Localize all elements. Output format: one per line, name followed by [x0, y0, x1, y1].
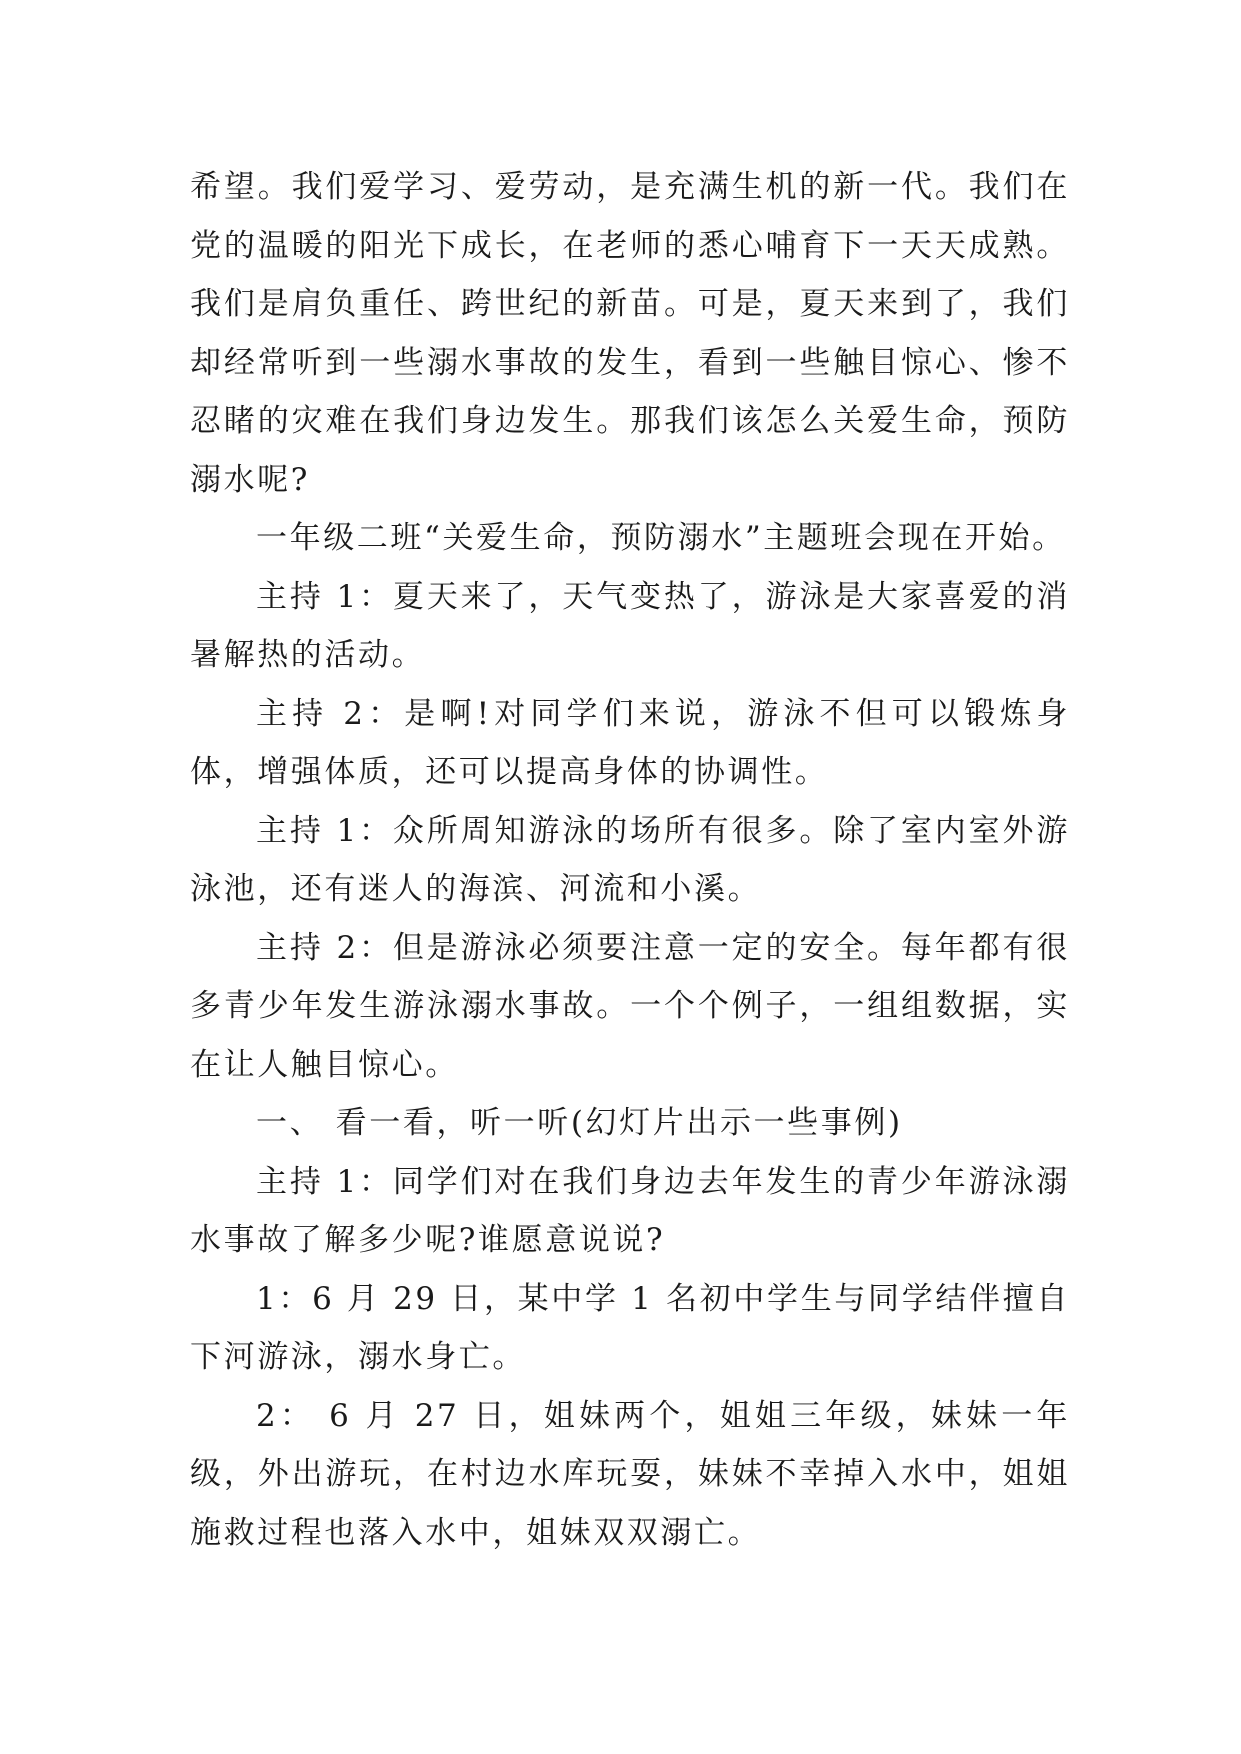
paragraph-host2-safety: 主持 2：但是游泳必须要注意一定的安全。每年都有很多青少年发生游泳溺水事故。一个个例子，一组组数据，实在让人触目惊心。 — [190, 929, 1070, 1083]
paragraph-host2-benefits: 主持 2：是啊!对同学们来说，游泳不但可以锻炼身体，增强体质，还可以提高身体的协调性。 — [190, 695, 1070, 790]
paragraph-case-2: 2： 6 月 27 日，姐妹两个，姐姐三年级，妹妹一年级，外出游玩，在村边水库玩耍，妹妹不幸掉入水中，姐姐施救过程也落入水中，姐妹双双溺亡。 — [190, 1397, 1070, 1551]
paragraph-host1-places: 主持 1：众所周知游泳的场所有很多。除了室内室外游泳池，还有迷人的海滨、河流和小溪。 — [190, 812, 1070, 907]
paragraph-host1-summer: 主持 1：夏天来了，天气变热了，游泳是大家喜爱的消暑解热的活动。 — [190, 578, 1070, 673]
paragraph-case-1: 1：6 月 29 日，某中学 1 名初中学生与同学结伴擅自下河游泳，溺水身亡。 — [190, 1280, 1070, 1375]
paragraph-intro-continued: 希望。我们爱学习、爱劳动，是充满生机的新一代。我们在党的温暖的阳光下成长，在老师的悉心哺育下一天天成熟。我们是肩负重任、跨世纪的新苗。可是，夏天来到了，我们却经常听到一些溺水事故的发生，看到一些触目惊心、惨不忍睹的灾难在我们身边发生。那我们该怎么关爱生命，预防溺水呢? — [190, 169, 1070, 498]
document-body — [190, 158, 1070, 1562]
paragraph-host1-question: 主持 1：同学们对在我们身边去年发生的青少年游泳溺水事故了解多少呢?谁愿意说说? — [190, 1163, 1070, 1258]
paragraph-meeting-start: 一年级二班“关爱生命，预防溺水”主题班会现在开始。 — [256, 520, 1066, 556]
section-heading-look-listen: 一、 看一看，听一听(幻灯片出示一些事例) — [256, 1105, 903, 1141]
